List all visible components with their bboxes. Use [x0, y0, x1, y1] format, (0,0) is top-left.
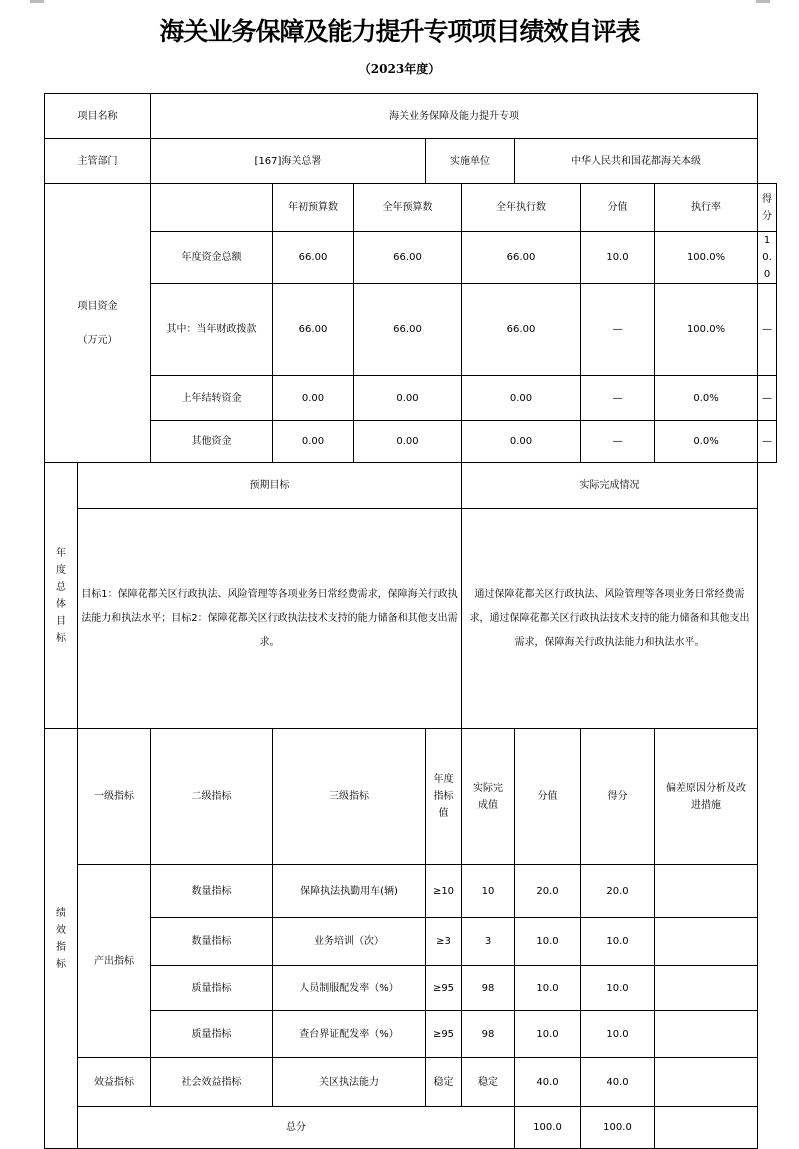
target-cell: ≥95	[426, 966, 462, 1011]
actual-cell: 3	[462, 918, 515, 966]
value-cell: 10.0	[515, 966, 581, 1011]
funds-row-label: 其中：当年财政拨款	[151, 284, 273, 376]
funds-cell: 100.0%	[655, 232, 758, 284]
funds-cell: —	[581, 421, 655, 463]
annual-value-header: 年度指标值	[426, 729, 462, 865]
level3-cell: 关区执法能力	[273, 1058, 426, 1107]
output-indicator-label: 产出指标	[78, 865, 151, 1058]
funds-header: 得分	[758, 184, 777, 232]
funds-cell: 0.00	[354, 421, 462, 463]
funds-cell: 66.00	[354, 232, 462, 284]
funds-label-cell	[45, 184, 151, 463]
page-subtitle: （2023年度）	[358, 62, 441, 76]
level3-cell: 人员制服配发率（%）	[273, 966, 426, 1011]
funds-cell: —	[758, 421, 777, 463]
funds-label: 项目资金	[77, 300, 118, 312]
funds-cell: 0.00	[354, 376, 462, 421]
score-header: 得分	[581, 729, 655, 865]
corner-mark-right	[756, 0, 770, 3]
analysis-cell	[655, 865, 758, 918]
level1-header: 一级指标	[78, 729, 151, 865]
funds-cell: 66.00	[462, 284, 581, 376]
score-value-header: 分值	[515, 729, 581, 865]
actual-cell: 10	[462, 865, 515, 918]
funds-cell: 10.0	[758, 232, 777, 284]
goals-label: 年 度 总 体 目 标	[45, 463, 78, 729]
funds-header: 全年执行数	[462, 184, 581, 232]
total-value: 100.0	[515, 1107, 581, 1149]
value-cell: 20.0	[515, 865, 581, 918]
funds-unit: （万元）	[77, 334, 118, 346]
funds-cell: 0.00	[273, 376, 354, 421]
actual-value-header: 实际完成值	[462, 729, 515, 865]
funds-cell: 0.0%	[655, 421, 758, 463]
funds-cell: 0.00	[273, 421, 354, 463]
funds-cell: —	[581, 284, 655, 376]
level3-cell: 保障执法执勤用车(辆)	[273, 865, 426, 918]
evaluation-table	[44, 93, 777, 1149]
funds-header: 分值	[581, 184, 655, 232]
funds-header: 全年预算数	[354, 184, 462, 232]
funds-cell: 0.0%	[655, 376, 758, 421]
dept-value: [167]海关总署	[151, 139, 426, 184]
target-cell: 稳定	[426, 1058, 462, 1107]
expected-goal-header: 预期目标	[78, 463, 462, 509]
page-title: 海关业务保障及能力提升专项项目绩效自评表	[159, 17, 640, 46]
level2-cell: 质量指标	[151, 966, 273, 1011]
project-name-value: 海关业务保障及能力提升专项	[151, 94, 758, 139]
impl-unit-value: 中华人民共和国花都海关本级	[515, 139, 758, 184]
funds-row-label: 年度资金总额	[151, 232, 273, 284]
effect-indicator-label: 效益指标	[78, 1058, 151, 1107]
analysis-cell	[655, 1058, 758, 1107]
funds-row-label: 上年结转资金	[151, 376, 273, 421]
value-cell: 10.0	[515, 1011, 581, 1058]
actual-completion-header: 实际完成情况	[462, 463, 758, 509]
actual-cell: 稳定	[462, 1058, 515, 1107]
funds-cell: 66.00	[462, 232, 581, 284]
level2-cell: 数量指标	[151, 918, 273, 966]
funds-cell: —	[758, 376, 777, 421]
funds-header: 年初预算数	[273, 184, 354, 232]
funds-row-label: 其他资金	[151, 421, 273, 463]
funds-cell: 100.0%	[655, 284, 758, 376]
actual-completion-text: 通过保障花都关区行政执法、风险管理等各项业务日常经费需求，通过保障花都关区行政执法技术支持的能力储备和其他支出需求，保障海关行政执法能力和执法水平。	[462, 509, 758, 729]
funds-header: 执行率	[655, 184, 758, 232]
score-cell: 10.0	[581, 918, 655, 966]
score-cell: 20.0	[581, 865, 655, 918]
analysis-cell	[655, 1011, 758, 1058]
level3-cell: 查台界证配发率（%）	[273, 1011, 426, 1058]
funds-cell: 0.00	[462, 421, 581, 463]
level2-cell: 质量指标	[151, 1011, 273, 1058]
target-cell: ≥10	[426, 865, 462, 918]
total-score: 100.0	[581, 1107, 655, 1149]
target-cell: ≥95	[426, 1011, 462, 1058]
funds-cell: —	[581, 376, 655, 421]
actual-cell: 98	[462, 966, 515, 1011]
corner-mark-left	[30, 0, 44, 3]
funds-cell: 66.00	[273, 232, 354, 284]
funds-cell: 66.00	[273, 284, 354, 376]
funds-cell: 0.00	[462, 376, 581, 421]
funds-cell: —	[758, 284, 777, 376]
analysis-cell	[655, 966, 758, 1011]
actual-cell: 98	[462, 1011, 515, 1058]
value-cell: 10.0	[515, 918, 581, 966]
score-cell: 10.0	[581, 966, 655, 1011]
project-name-label: 项目名称	[45, 94, 151, 139]
total-blank	[655, 1107, 758, 1149]
indicators-label: 绩 效 指 标	[45, 729, 78, 1149]
analysis-header: 偏差原因分析及改进措施	[655, 729, 758, 865]
score-cell: 40.0	[581, 1058, 655, 1107]
level2-cell: 社会效益指标	[151, 1058, 273, 1107]
funds-cell: 66.00	[354, 284, 462, 376]
level3-header: 三级指标	[273, 729, 426, 865]
level2-header: 二级指标	[151, 729, 273, 865]
target-cell: ≥3	[426, 918, 462, 966]
funds-cell: 10.0	[581, 232, 655, 284]
dept-label: 主管部门	[45, 139, 151, 184]
level2-cell: 数量指标	[151, 865, 273, 918]
value-cell: 40.0	[515, 1058, 581, 1107]
score-cell: 10.0	[581, 1011, 655, 1058]
total-label: 总分	[78, 1107, 515, 1149]
analysis-cell	[655, 918, 758, 966]
expected-goal-text: 目标1：保障花都关区行政执法、风险管理等各项业务日常经费需求，保障海关行政执法能力和执法水平；目标2：保障花都关区行政执法技术支持的能力储备和其他支出需求。	[78, 509, 462, 729]
funds-header-blank	[151, 184, 273, 232]
level3-cell: 业务培训（次）	[273, 918, 426, 966]
impl-unit-label: 实施单位	[426, 139, 515, 184]
